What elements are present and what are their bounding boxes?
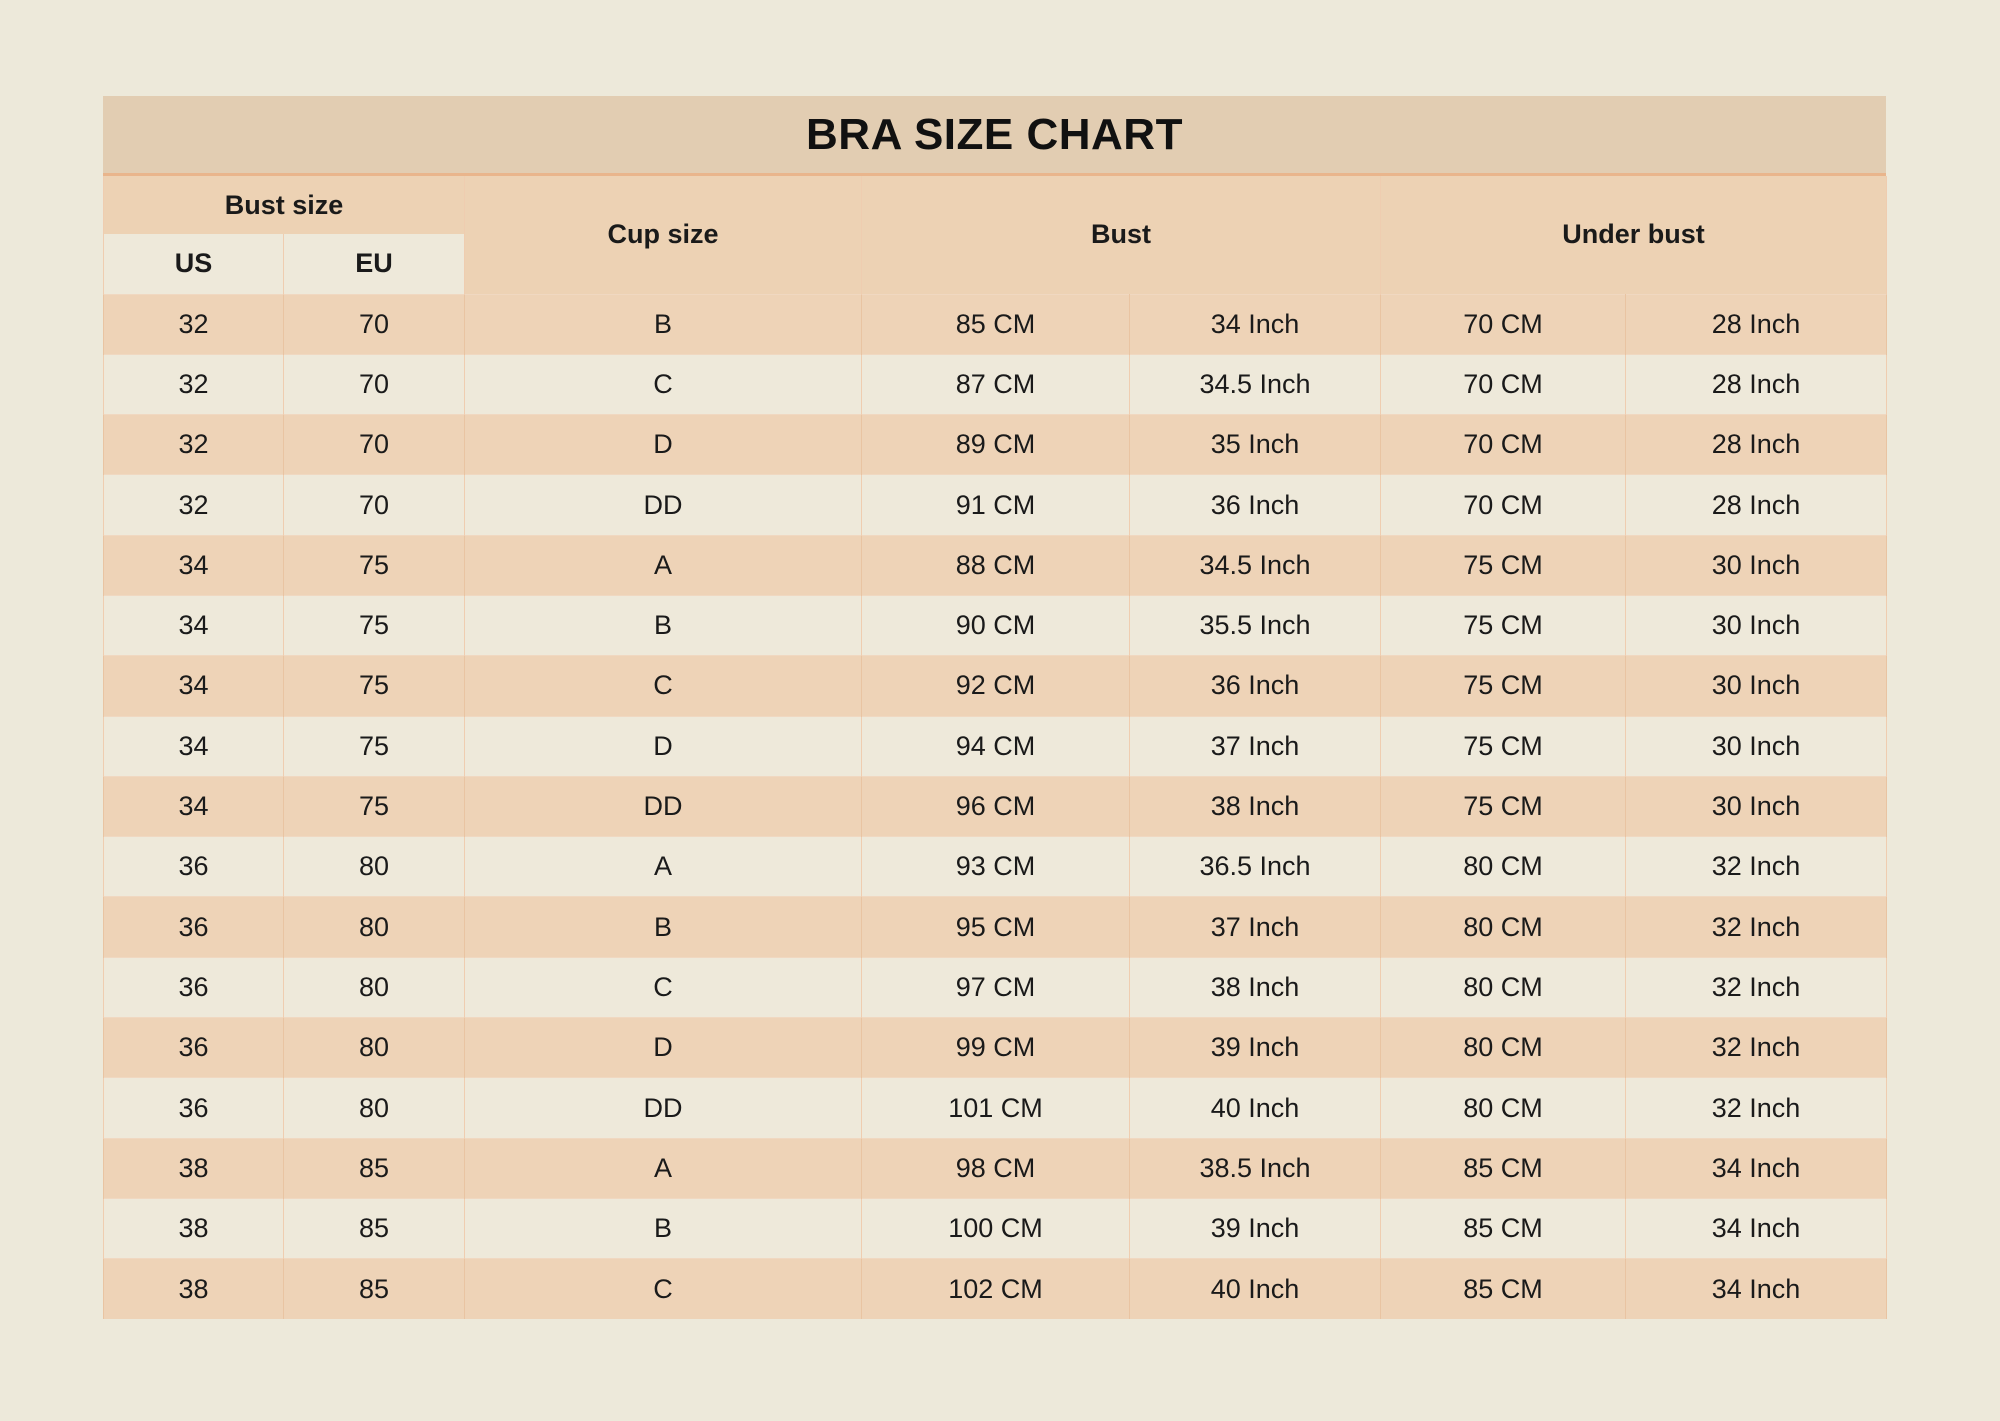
table-row: [104, 656, 1887, 716]
cell-bust-inch: 38.5 Inch: [1130, 1138, 1381, 1198]
cell-under-bust-inch: 30 Inch: [1626, 716, 1887, 776]
cell-under-bust-inch: 30 Inch: [1626, 595, 1887, 655]
cell-bust-cm: 96 CM: [862, 776, 1130, 836]
page-title: BRA SIZE CHART: [806, 109, 1183, 159]
cell-bust-inch: 40 Inch: [1130, 1259, 1381, 1319]
cell-us: 36: [104, 1018, 284, 1078]
cell-eu: 70: [284, 354, 465, 414]
cell-under-bust-cm: 75 CM: [1381, 776, 1626, 836]
table-body: [104, 294, 1887, 1319]
cell-us: 32: [104, 415, 284, 475]
cell-eu: 85: [284, 1138, 465, 1198]
cell-under-bust-inch: 34 Inch: [1626, 1198, 1887, 1258]
cell-under-bust-inch: 32 Inch: [1626, 957, 1887, 1017]
cell-bust-inch: 34 Inch: [1130, 294, 1381, 354]
cell-bust-inch: 35 Inch: [1130, 415, 1381, 475]
cell-bust-cm: 85 CM: [862, 294, 1130, 354]
cell-eu: 70: [284, 294, 465, 354]
cell-under-bust-inch: 32 Inch: [1626, 1018, 1887, 1078]
table-row: [104, 475, 1887, 535]
cell-bust-cm: 99 CM: [862, 1018, 1130, 1078]
cell-under-bust-cm: 70 CM: [1381, 475, 1626, 535]
cell-under-bust-cm: 75 CM: [1381, 535, 1626, 595]
cell-under-bust-cm: 80 CM: [1381, 957, 1626, 1017]
cell-bust-inch: 37 Inch: [1130, 897, 1381, 957]
table-row: [104, 535, 1887, 595]
cell-eu: 80: [284, 957, 465, 1017]
cell-eu: 75: [284, 535, 465, 595]
cell-bust-cm: 89 CM: [862, 415, 1130, 475]
cell-cup-size: C: [465, 656, 862, 716]
cell-us: 38: [104, 1259, 284, 1319]
cell-us: 36: [104, 897, 284, 957]
table-row: [104, 1198, 1887, 1258]
cell-under-bust-cm: 70 CM: [1381, 354, 1626, 414]
table-row: [104, 415, 1887, 475]
cell-under-bust-inch: 34 Inch: [1626, 1259, 1887, 1319]
cell-us: 38: [104, 1138, 284, 1198]
cell-under-bust-inch: 32 Inch: [1626, 837, 1887, 897]
cell-under-bust-inch: 32 Inch: [1626, 1078, 1887, 1138]
cell-under-bust-inch: 30 Inch: [1626, 656, 1887, 716]
cell-us: 36: [104, 957, 284, 1017]
cell-under-bust-cm: 75 CM: [1381, 716, 1626, 776]
cell-under-bust-cm: 80 CM: [1381, 837, 1626, 897]
cell-under-bust-inch: 32 Inch: [1626, 897, 1887, 957]
cell-eu: 85: [284, 1259, 465, 1319]
cell-under-bust-cm: 75 CM: [1381, 595, 1626, 655]
cell-eu: 80: [284, 1018, 465, 1078]
table-row: [104, 776, 1887, 836]
cell-bust-inch: 37 Inch: [1130, 716, 1381, 776]
cell-bust-cm: 91 CM: [862, 475, 1130, 535]
cell-us: 34: [104, 595, 284, 655]
table-row: [104, 294, 1887, 354]
cell-bust-cm: 98 CM: [862, 1138, 1130, 1198]
cell-under-bust-inch: 30 Inch: [1626, 776, 1887, 836]
cell-cup-size: C: [465, 957, 862, 1017]
cell-under-bust-cm: 85 CM: [1381, 1259, 1626, 1319]
cell-under-bust-cm: 75 CM: [1381, 656, 1626, 716]
cell-under-bust-cm: 85 CM: [1381, 1138, 1626, 1198]
cell-bust-cm: 94 CM: [862, 716, 1130, 776]
table-row: [104, 595, 1887, 655]
cell-cup-size: D: [465, 415, 862, 475]
cell-bust-inch: 34.5 Inch: [1130, 354, 1381, 414]
cell-eu: 75: [284, 776, 465, 836]
cell-cup-size: A: [465, 1138, 862, 1198]
table-row: [104, 837, 1887, 897]
cell-cup-size: B: [465, 897, 862, 957]
cell-cup-size: D: [465, 1018, 862, 1078]
cell-us: 34: [104, 776, 284, 836]
cell-bust-cm: 88 CM: [862, 535, 1130, 595]
table-row: [104, 354, 1887, 414]
cell-cup-size: DD: [465, 1078, 862, 1138]
cell-bust-inch: 38 Inch: [1130, 776, 1381, 836]
cell-bust-inch: 40 Inch: [1130, 1078, 1381, 1138]
cell-cup-size: C: [465, 354, 862, 414]
cell-us: 36: [104, 837, 284, 897]
cell-under-bust-cm: 80 CM: [1381, 1018, 1626, 1078]
header-under-bust: Under bust: [1381, 176, 1887, 294]
table-row: [104, 716, 1887, 776]
cell-cup-size: DD: [465, 475, 862, 535]
cell-under-bust-inch: 28 Inch: [1626, 415, 1887, 475]
cell-bust-inch: 36.5 Inch: [1130, 837, 1381, 897]
cell-under-bust-inch: 28 Inch: [1626, 294, 1887, 354]
cell-eu: 70: [284, 415, 465, 475]
cell-us: 34: [104, 535, 284, 595]
cell-under-bust-inch: 28 Inch: [1626, 354, 1887, 414]
cell-bust-inch: 39 Inch: [1130, 1018, 1381, 1078]
cell-cup-size: B: [465, 595, 862, 655]
cell-eu: 80: [284, 1078, 465, 1138]
cell-cup-size: A: [465, 535, 862, 595]
cell-bust-cm: 95 CM: [862, 897, 1130, 957]
cell-bust-cm: 90 CM: [862, 595, 1130, 655]
cell-under-bust-cm: 80 CM: [1381, 1078, 1626, 1138]
cell-eu: 75: [284, 656, 465, 716]
cell-cup-size: A: [465, 837, 862, 897]
cell-eu: 85: [284, 1198, 465, 1258]
table-row: [104, 957, 1887, 1017]
table-row: [104, 1259, 1887, 1319]
cell-eu: 70: [284, 475, 465, 535]
cell-eu: 80: [284, 837, 465, 897]
cell-bust-cm: 93 CM: [862, 837, 1130, 897]
cell-bust-cm: 97 CM: [862, 957, 1130, 1017]
header-cup-size: Cup size: [465, 176, 862, 294]
table-row: [104, 1078, 1887, 1138]
cell-under-bust-inch: 34 Inch: [1626, 1138, 1887, 1198]
cell-us: 32: [104, 354, 284, 414]
cell-cup-size: B: [465, 294, 862, 354]
cell-cup-size: D: [465, 716, 862, 776]
cell-under-bust-inch: 28 Inch: [1626, 475, 1887, 535]
cell-us: 34: [104, 716, 284, 776]
cell-bust-cm: 92 CM: [862, 656, 1130, 716]
cell-us: 34: [104, 656, 284, 716]
cell-cup-size: C: [465, 1259, 862, 1319]
cell-us: 32: [104, 475, 284, 535]
cell-us: 36: [104, 1078, 284, 1138]
header-eu: EU: [284, 234, 465, 294]
cell-bust-cm: 101 CM: [862, 1078, 1130, 1138]
header-us: US: [104, 234, 284, 294]
cell-bust-inch: 34.5 Inch: [1130, 535, 1381, 595]
cell-bust-inch: 38 Inch: [1130, 957, 1381, 1017]
table-header: [104, 176, 1887, 294]
size-chart-sheet: [103, 96, 1886, 1319]
size-table: [103, 176, 1887, 1319]
cell-bust-cm: 100 CM: [862, 1198, 1130, 1258]
cell-us: 38: [104, 1198, 284, 1258]
cell-eu: 75: [284, 716, 465, 776]
cell-bust-cm: 102 CM: [862, 1259, 1130, 1319]
cell-bust-inch: 36 Inch: [1130, 475, 1381, 535]
cell-under-bust-cm: 70 CM: [1381, 415, 1626, 475]
cell-under-bust-cm: 70 CM: [1381, 294, 1626, 354]
header-bust: Bust: [862, 176, 1381, 294]
cell-under-bust-inch: 30 Inch: [1626, 535, 1887, 595]
cell-eu: 80: [284, 897, 465, 957]
title-bar: [103, 96, 1886, 176]
cell-bust-cm: 87 CM: [862, 354, 1130, 414]
table-row: [104, 1018, 1887, 1078]
cell-cup-size: B: [465, 1198, 862, 1258]
cell-cup-size: DD: [465, 776, 862, 836]
cell-under-bust-cm: 80 CM: [1381, 897, 1626, 957]
cell-bust-inch: 39 Inch: [1130, 1198, 1381, 1258]
table-row: [104, 1138, 1887, 1198]
cell-under-bust-cm: 85 CM: [1381, 1198, 1626, 1258]
cell-eu: 75: [284, 595, 465, 655]
cell-us: 32: [104, 294, 284, 354]
cell-bust-inch: 35.5 Inch: [1130, 595, 1381, 655]
cell-bust-inch: 36 Inch: [1130, 656, 1381, 716]
table-row: [104, 897, 1887, 957]
header-bust-size: Bust size: [104, 176, 465, 234]
